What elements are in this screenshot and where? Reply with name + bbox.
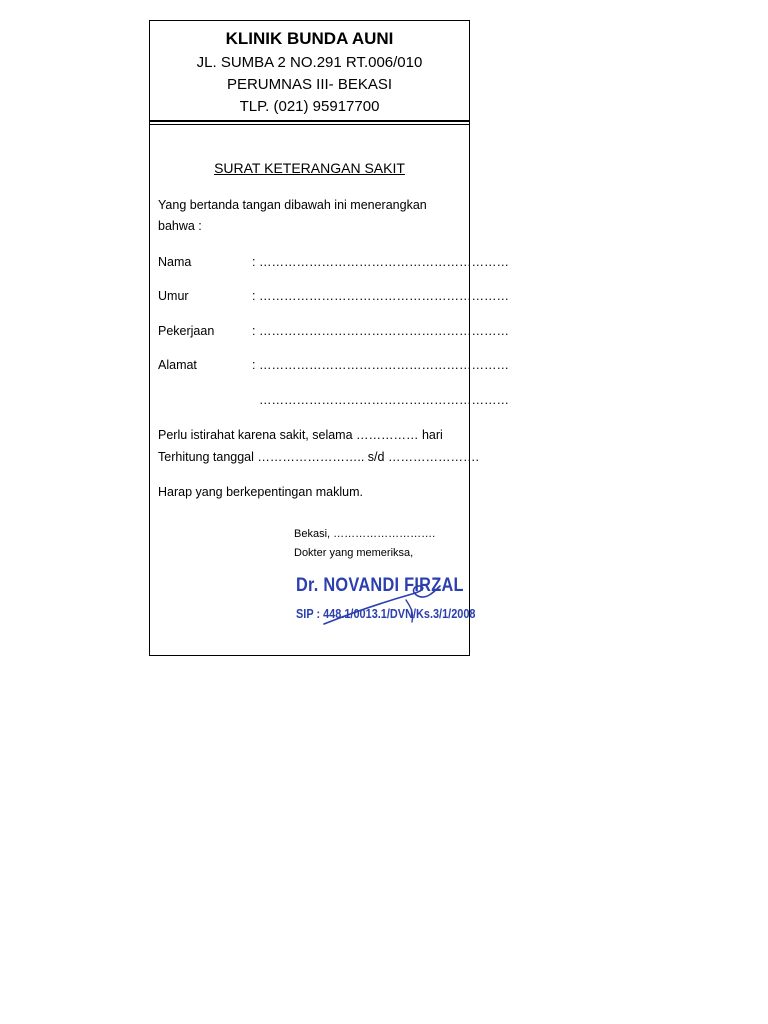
clinic-address-line2: PERUMNAS III- BEKASI: [226, 76, 393, 93]
header-divider-thin: [150, 124, 469, 125]
intro-text-line2: bahwa :: [158, 219, 202, 233]
stamp-doctor-name: Dr. NOVANDI FIRZAL: [296, 575, 464, 596]
field-blank-umur: ……………………………………………………: [259, 289, 509, 303]
sick-letter-card: [149, 20, 509, 656]
letter-title: SURAT KETERANGAN SAKIT: [214, 160, 405, 176]
clinic-address-line1: JL. SUMBA 2 NO.291 RT.006/010: [196, 54, 423, 71]
field-label-umur: Umur: [158, 289, 189, 303]
field-label-alamat: Alamat: [158, 358, 197, 372]
field-blank-nama: ……………………………………………………: [259, 255, 509, 269]
doctor-stamp: [294, 572, 476, 632]
field-colon: :: [252, 255, 256, 269]
field-colon: :: [252, 358, 256, 372]
field-label-pekerjaan: Pekerjaan: [158, 324, 215, 338]
field-blank-pekerjaan: ……………………………………………………: [259, 324, 509, 338]
field-label-nama: Nama: [158, 255, 192, 269]
field-blank-alamat: ……………………………………………………: [259, 358, 509, 372]
clinic-name: KLINIK BUNDA AUNI: [225, 29, 394, 48]
signature-place-date: Bekasi, ……………………….: [294, 528, 436, 540]
closing-statement: Harap yang berkepentingan maklum.: [158, 485, 363, 499]
letterhead: [150, 21, 469, 121]
field-colon: :: [252, 324, 256, 338]
header-divider-thick: [150, 120, 469, 122]
field-colon: :: [252, 289, 256, 303]
rest-date-range-line: Terhitung tanggal …………………….. s/d ………………….: [158, 450, 479, 464]
signature-role: Dokter yang memeriksa,: [294, 547, 414, 559]
rest-duration-line: Perlu istirahat karena sakit, selama …………… hari: [158, 428, 443, 442]
field-blank-alamat-line2: ……………………………………………………: [259, 393, 509, 407]
intro-text-line1: Yang bertanda tangan dibawah ini menerangkan: [158, 198, 427, 212]
clinic-phone: TLP. (021) 95917700: [239, 98, 380, 115]
stamp-sip-number: SIP : 448.1/0013.1/DVN/Ks.3/1/2008: [296, 606, 476, 621]
